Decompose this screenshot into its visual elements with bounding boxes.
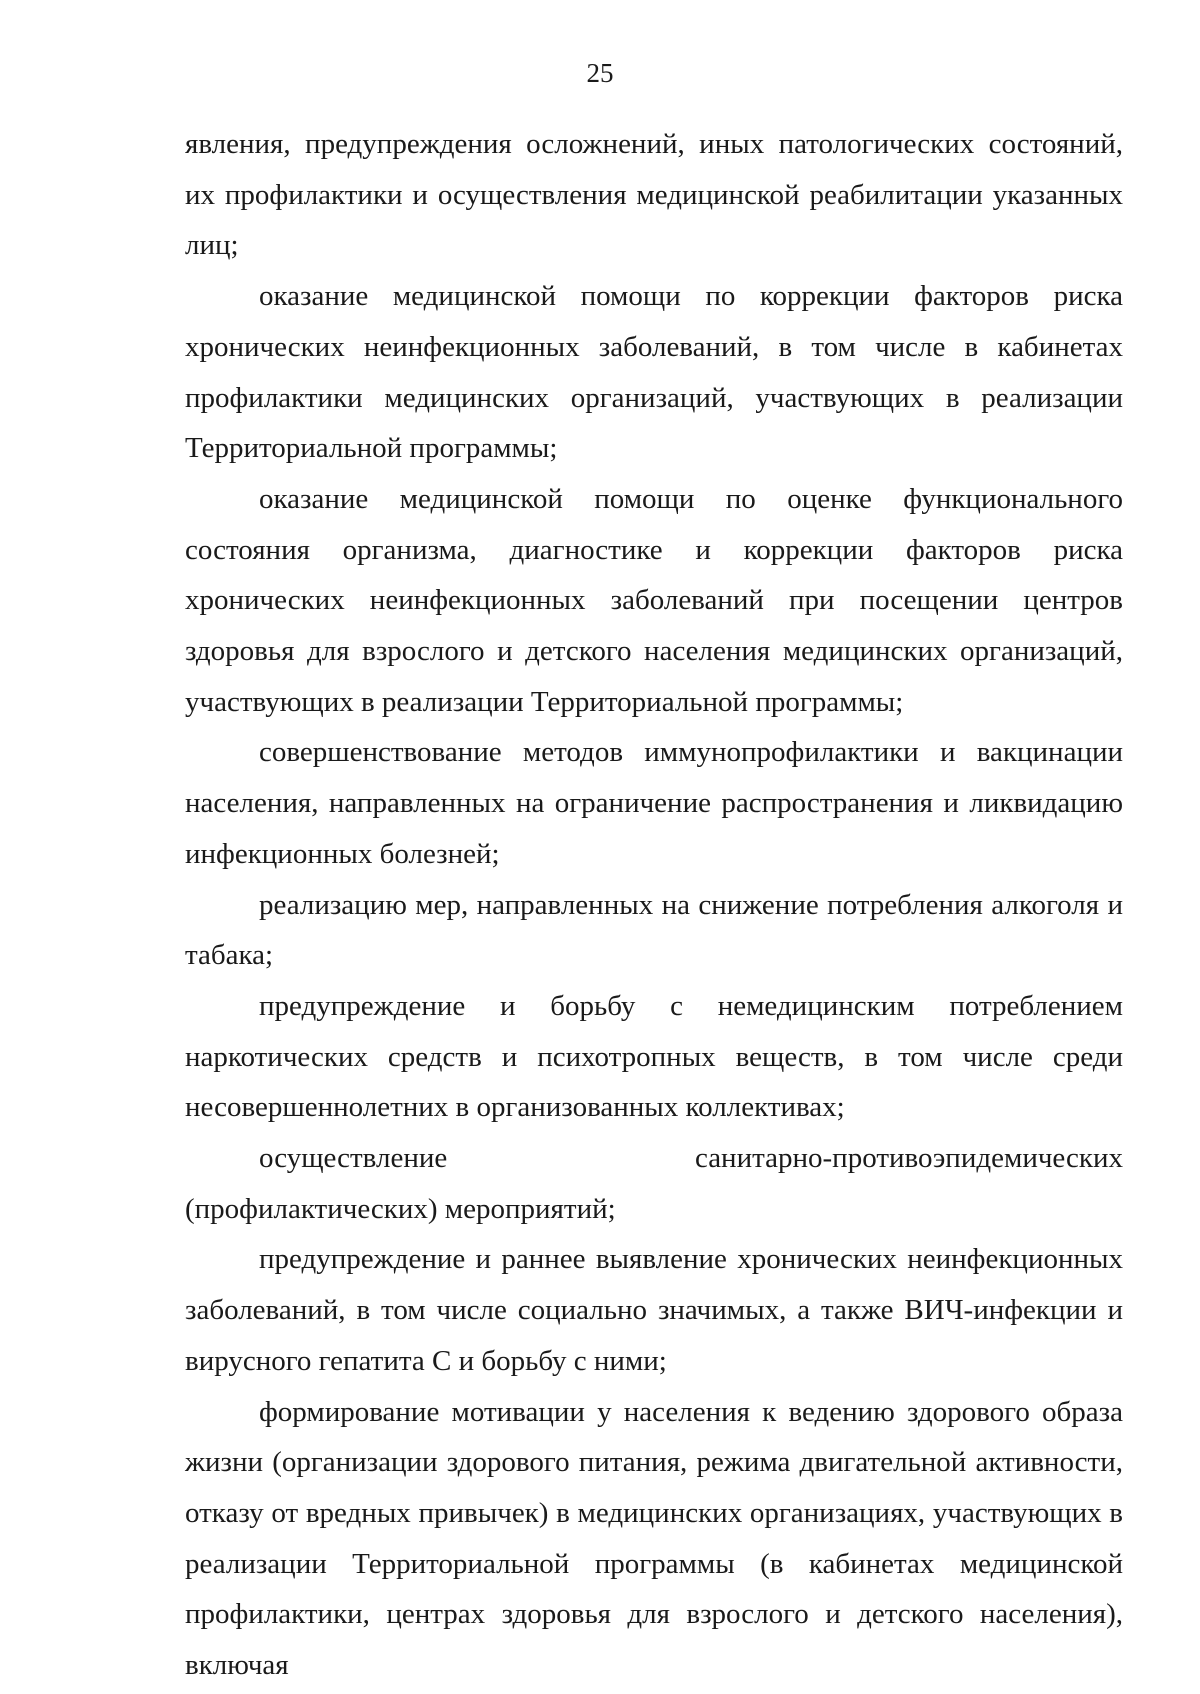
paragraph-chronic-disease-detection: предупреждение и раннее выявление хронических неинфекционных заболеваний, в том числе социально значимых, а также ВИЧ-инфекции и вирусного гепатита С и борьбу с ними; — [185, 1243, 1123, 1377]
paragraph-functional-assessment: оказание медицинской помощи по оценке функционального состояния организма, диагностике и коррекции факторов риска хронических неинфекционных заболеваний при посещении центров здоровья для взрослого и детского населения медицинских организаций, участвующих в реализации Территориальной программы; — [185, 482, 1123, 718]
paragraph-risk-factor-correction: оказание медицинской помощи по коррекции факторов риска хронических неинфекционных заболеваний, в том числе в кабинетах профилактики медицинских организаций, участвующих в реализации Территориальной программы; — [185, 280, 1123, 465]
paragraph-healthy-lifestyle: формирование мотивации у населения к ведению здорового образа жизни (организации здорового питания, режима двигательной активности, отказу от вредных привычек) в медицинских организациях, участвующих в реализации Территориальной программы (в кабинетах медицинской профилактики, центрах здоровья для взрослого и детского населения), включая — [185, 1395, 1123, 1682]
paragraph-sanitary-measures: осуществление санитарно-противоэпидемических (профилактических) мероприятий; — [185, 1142, 1123, 1225]
paragraph-continuation: явления, предупреждения осложнений, иных патологических состояний, их профилактики и осуществления медицинской реабилитации указанных лиц; — [185, 128, 1123, 262]
paragraph-drug-prevention: предупреждение и борьбу с немедицинским потреблением наркотических средств и психотропных веществ, в том числе среди несовершеннолетних в организованных коллективах; — [185, 989, 1123, 1124]
document-body — [185, 119, 1123, 1691]
paragraph-immunoprophylaxis: совершенствование методов иммунопрофилактики и вакцинации населения, направленных на ограничение распространения и ликвидацию инфекционных болезней; — [185, 736, 1123, 870]
page-number: 25 — [586, 58, 614, 88]
paragraph-alcohol-tobacco: реализацию мер, направленных на снижение потребления алкоголя и табака; — [185, 888, 1123, 972]
